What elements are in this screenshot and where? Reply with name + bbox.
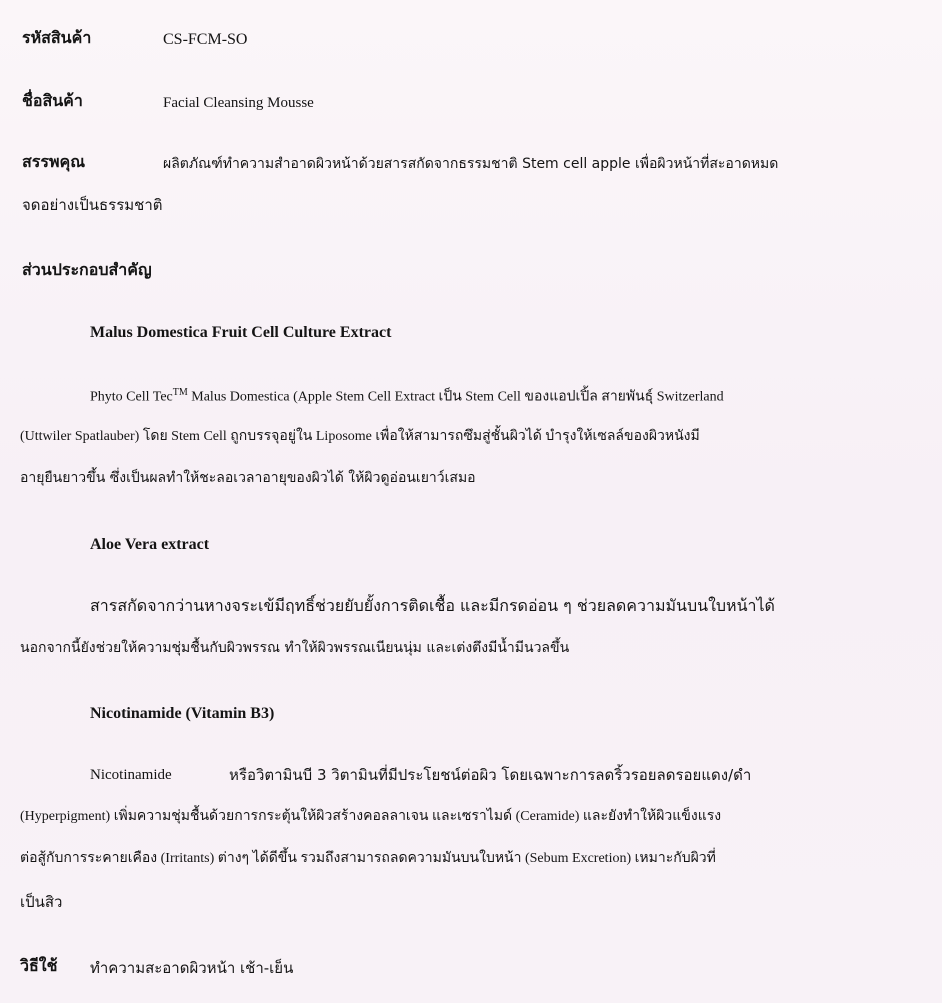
ingredients-heading: ส่วนประกอบสำคัญ <box>22 260 152 279</box>
ingredient-3-line-4: เป็นสิว <box>20 893 63 911</box>
product-code-value: CS-FCM-SO <box>163 31 248 48</box>
usage-label: วิธีใช้ <box>20 956 58 975</box>
ingredient-3-line-3: ต่อสู้กับการระคายเคือง (Irritants) ต่างๆ ได้ดีขึ้น รวมถึงสามารถลดความมันบนใบหน้า (Sebum Excretion) เหมาะกับผิวที่ <box>20 851 716 866</box>
ingredient-3-line-1a: Nicotinamide <box>90 767 172 783</box>
ingredient-2-line-1: สารสกัดจากว่านหางจระเข้มีฤทธิ์ช่วยยับยั้งการติดเชื้อ และมีกรดอ่อน ๆ ช่วยลดความมันบนใบหน้าได้ <box>90 596 775 615</box>
ingredient-2-name: Aloe Vera extract <box>90 536 210 553</box>
ingredient-1-name: Malus Domestica Fruit Cell Culture Extract <box>90 324 392 341</box>
properties-line-1: ผลิตภัณฑ์ทำความสำอาดผิวหน้าด้วยสารสกัดจากธรรมชาติ Stem cell apple เพื่อผิวหน้าที่สะอาดหมด <box>163 156 779 172</box>
product-code-label: รหัสสินค้า <box>22 28 92 47</box>
ingredient-3-line-2: (Hyperpigment) เพิ่มความชุ่มชื้นด้วยการกระตุ้นให้ผิวสร้างคอลลาเจน และเซราไมด์ (Ceramide) และยังทำให้ผิวแข็งแรง <box>20 809 722 824</box>
ingredient-3-name: Nicotinamide (Vitamin B3) <box>90 705 275 722</box>
ingredient-1-line-2: (Uttwiler Spatlauber) โดย Stem Cell ถูกบรรจุอยู่ใน Liposome เพื่อให้สามารถซึมสู่ชั้นผิวได้ บำรุงให้เซลล์ของผิวหนังมี <box>20 429 700 444</box>
ingredient-1-line-3: อายุยืนยาวขึ้น ซึ่งเป็นผลทำให้ชะลอเวลาอายุของผิวได้ ให้ผิวดูอ่อนเยาว์เสมอ <box>20 470 476 486</box>
properties-line-2: จดอย่างเป็นธรรมชาติ <box>22 196 163 214</box>
product-name-label: ชื่อสินค้า <box>22 91 83 110</box>
ingredient-1-line-1: Phyto Cell Tec™ Malus Domestica (Apple Stem Cell Extract เป็น Stem Cell ของแอปเปิ้ล สายพันธุ์ Switzerland <box>90 387 724 405</box>
product-name-value: Facial Cleansing Mousse <box>163 95 314 111</box>
ingredient-2-line-2: นอกจากนี้ยังช่วยให้ความชุ่มชื้นกับผิวพรรณ ทำให้ผิวพรรณเนียนนุ่ม และเต่งตึงมีน้ำมีนวลขึ้น <box>20 640 570 656</box>
ingredient-3-line-1b: หรือวิตามินบี 3 วิตามินที่มีประโยชน์ต่อผิว โดยเฉพาะการลดริ้วรอยลดรอยแดง/ดำ <box>229 766 752 784</box>
properties-label: สรรพคุณ <box>22 152 86 171</box>
trademark-superscript: TM <box>172 387 188 398</box>
usage-value: ทำความสะอาดผิวหน้า เช้า-เย็น <box>90 959 294 977</box>
